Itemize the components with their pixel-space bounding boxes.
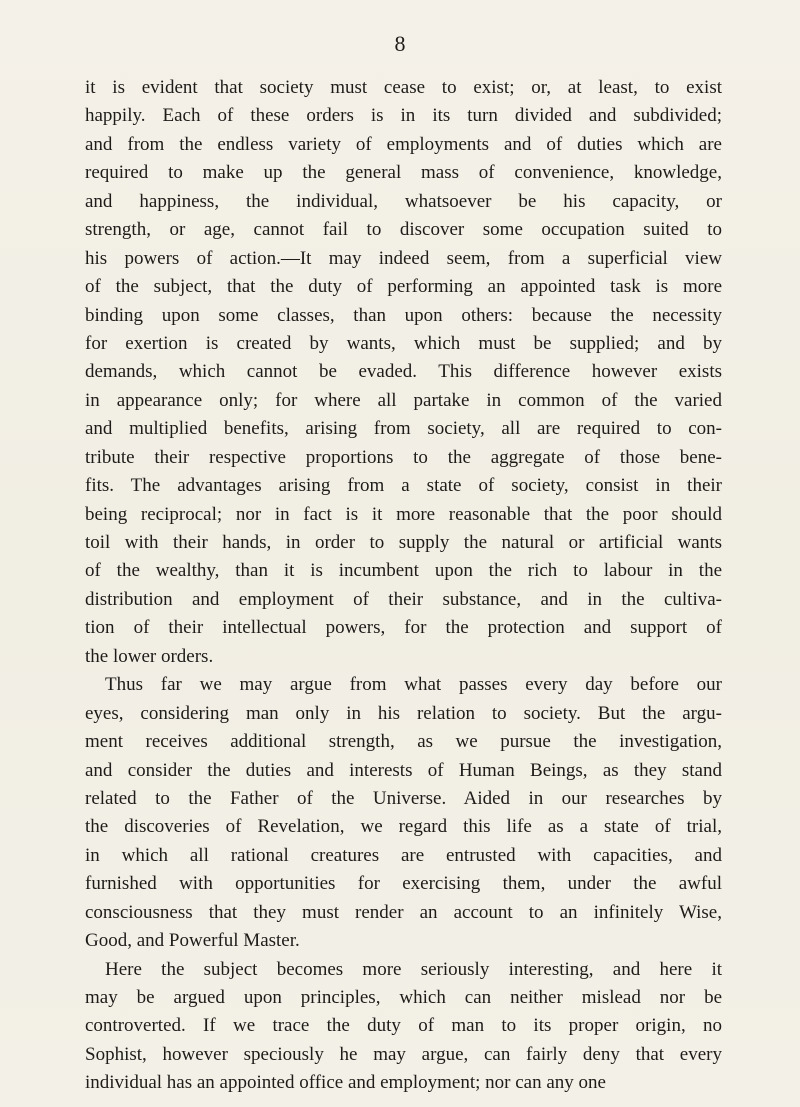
text-line: Sophist, however speciously he may argue, can fairly deny that every <box>85 1043 722 1065</box>
text-line: binding upon some classes, than upon others: because the necessity <box>85 304 722 326</box>
text-line: consciousness that they must render an account to an infinitely Wise, <box>85 901 722 923</box>
text-line: happily. Each of these orders is in its turn divided and subdivided; <box>85 105 722 127</box>
text-line: and from the endless variety of employments and of duties which are <box>85 133 722 155</box>
text-line: tion of their intellectual powers, for the protection and support of <box>85 617 722 639</box>
text-line: it is evident that society must cease to exist; or, at least, to exist <box>85 77 722 98</box>
text-line: the lower orders. <box>85 645 214 667</box>
text-line: may be argued upon principles, which can neither mislead nor be <box>85 987 722 1008</box>
text-line: ment receives additional strength, as we pursue the investigation, <box>85 731 722 753</box>
text-line: related to the Father of the Universe. Aided in our researches by <box>85 787 722 809</box>
text-line: of the wealthy, than it is incumbent upon the rich to labour in the <box>85 560 722 582</box>
text-line: eyes, considering man only in his relation to society. But the argu- <box>85 702 722 724</box>
paragraph-3 <box>85 956 722 1098</box>
text-line: in which all rational creatures are entrusted with capacities, and <box>85 844 722 866</box>
text-line: his powers of action.—It may indeed seem, from a superficial view <box>85 247 722 269</box>
text-line: strength, or age, cannot fail to discover some occupation suited to <box>85 219 722 241</box>
text-line: individual has an appointed office and employment; nor can any one <box>85 1072 606 1094</box>
text-line: Thus far we may argue from what passes every day before our <box>105 674 722 696</box>
text-line: required to make up the general mass of convenience, knowledge, <box>85 162 722 184</box>
text-line: distribution and employment of their substance, and in the cultiva- <box>85 588 722 610</box>
page-number: 8 <box>394 31 406 56</box>
text-line: Here the subject becomes more seriously interesting, and here it <box>105 958 722 980</box>
text-line: and multiplied benefits, arising from society, all are required to con- <box>85 418 722 440</box>
text-line: demands, which cannot be evaded. This difference however exists <box>85 361 722 383</box>
paragraph-2 <box>85 671 722 955</box>
text-line: in appearance only; for where all partake in common of the varied <box>85 389 722 411</box>
text-line: fits. The advantages arising from a state of society, consist in their <box>85 475 722 497</box>
text-line: tribute their respective proportions to the aggregate of those bene- <box>85 446 722 468</box>
text-line: furnished with opportunities for exercising them, under the awful <box>85 873 722 895</box>
text-line: the discoveries of Revelation, we regard this life as a state of trial, <box>85 816 722 838</box>
text-line: and happiness, the individual, whatsoever be his capacity, or <box>85 190 722 212</box>
paragraph-1 <box>85 74 722 671</box>
text-line: of the subject, that the duty of performing an appointed task is more <box>85 276 722 298</box>
text-line: controverted. If we trace the duty of man to its proper origin, no <box>85 1015 722 1037</box>
text-line: being reciprocal; nor in fact is it more reasonable that the poor should <box>85 503 722 525</box>
text-line: toil with their hands, in order to supply the natural or artificial wants <box>85 532 722 553</box>
text-line: for exertion is created by wants, which must be supplied; and by <box>85 332 722 354</box>
text-line: Good, and Powerful Master. <box>85 930 300 952</box>
body-text <box>85 74 722 1098</box>
text-line: and consider the duties and interests of Human Beings, as they stand <box>85 759 722 781</box>
